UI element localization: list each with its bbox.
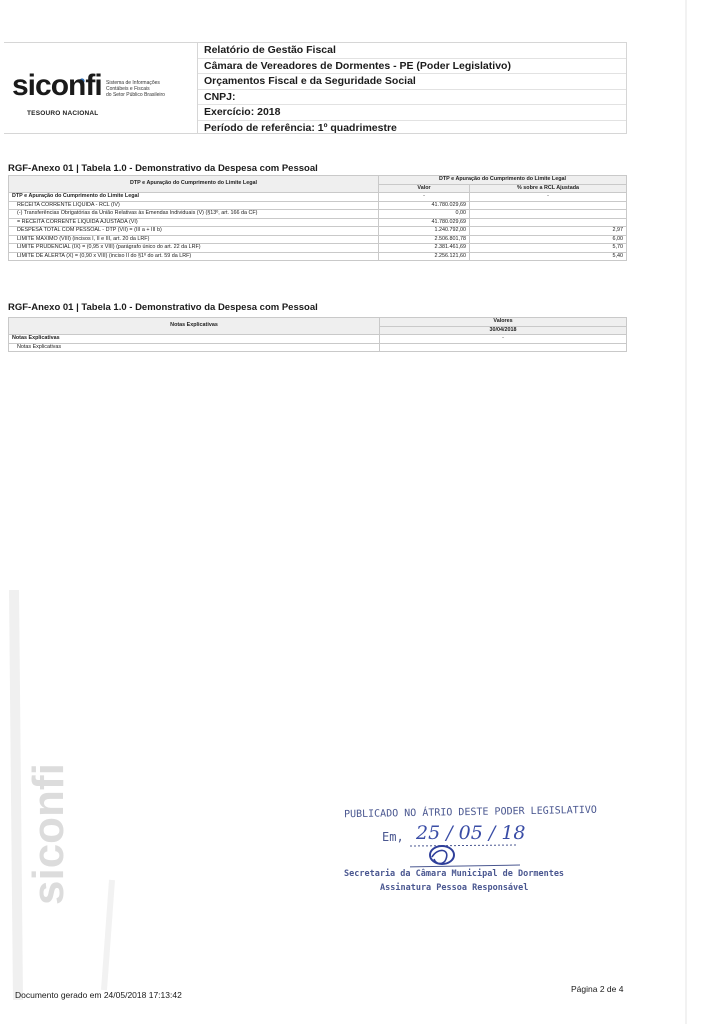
- row-label: LIMITE PRUDENCIAL (IX) = (0,95 x VIII) (parágrafo único do art. 22 da LRF): [9, 244, 379, 253]
- row-pct: 6,00: [470, 235, 627, 244]
- row-valor: 1.240.792,00: [379, 227, 470, 236]
- row-label: DTP e Apuração do Cumprimento do Limite Legal: [9, 193, 379, 202]
- col-group-header: Valores: [380, 318, 627, 327]
- row-valor: -: [379, 193, 470, 202]
- row-label: RECEITA CORRENTE LIQUIDA - RCL (IV): [9, 201, 379, 210]
- row-label: = RECEITA CORRENTE LÍQUIDA AJUSTADA (VI): [9, 218, 379, 227]
- row-valor: 2.256.121,60: [379, 252, 470, 261]
- row-valor: 41.780.029,69: [379, 218, 470, 227]
- col-group-header: DTP e Apuração do Cumprimento do Limite Legal: [379, 176, 627, 185]
- row-valor: 41.780.029,69: [379, 201, 470, 210]
- col-header-valor: Valor: [379, 184, 470, 193]
- logo-subtitle-line: Sistema de Informações: [106, 80, 160, 86]
- logo-subtitle-line: Contábeis e Fiscais: [106, 86, 150, 92]
- report-title: Relatório de Gestão Fiscal: [198, 43, 626, 59]
- page-number: Página 2 de 4: [571, 984, 624, 994]
- row-pct: 2,97: [470, 227, 627, 236]
- stamp-em-label: Em,: [382, 830, 404, 844]
- row-valor: 2.506.801,78: [379, 235, 470, 244]
- row-label: LIMITE MÁXIMO (VIII) (incisos I, II e III, art. 20 da LRF): [9, 235, 379, 244]
- logo-agency: TESOURO NACIONAL: [27, 110, 99, 117]
- table2-title: RGF-Anexo 01 | Tabela 1.0 - Demonstrativo da Despesa com Pessoal: [8, 302, 318, 313]
- stamp-handwritten-date: 25 / 05 / 18: [416, 822, 526, 844]
- bleed-through-logo: siconfi: [24, 763, 73, 905]
- col-header-date: 30/04/2018: [380, 326, 627, 335]
- stamp-responsible: Assinatura Pessoa Responsável: [380, 883, 529, 893]
- table1-title: RGF-Anexo 01 | Tabela 1.0 - Demonstrativo da Despesa com Pessoal: [8, 163, 318, 174]
- row-pct: 5,70: [470, 244, 627, 253]
- row-label: LIMITE DE ALERTA (X) = (0,90 x VIII) (inciso II do §1º do art. 59 da LRF): [9, 252, 379, 261]
- row-value: -: [380, 335, 627, 344]
- entity-name: Câmara de Vereadores de Dormentes - PE (Poder Legislativo): [198, 59, 626, 75]
- budget-scope: Orçamentos Fiscal e da Seguridade Social: [198, 74, 626, 90]
- logo-brand: siconfi: [12, 69, 102, 102]
- row-label: DESPESA TOTAL COM PESSOAL - DTP (VII) = (III a + III b): [9, 227, 379, 236]
- row-valor: 2.381.461,69: [379, 244, 470, 253]
- row-label: (-) Transferências Obrigatórias da União Relativas às Emendas Individuais (V) (§13º, art. 166 da CF): [9, 210, 379, 219]
- row-pct: -: [470, 193, 627, 202]
- row-valor: 0,00: [379, 210, 470, 219]
- col-header-notes: Notas Explicativas: [9, 318, 380, 335]
- cnpj: CNPJ:: [198, 90, 626, 106]
- generated-timestamp: Documento gerado em 24/05/2018 17:13:42: [15, 990, 182, 1000]
- row-pct: 5,40: [470, 252, 627, 261]
- row-label: Notas Explicativas: [9, 343, 380, 352]
- row-label: Notas Explicativas: [9, 335, 380, 344]
- publication-stamp-line: PUBLICADO NO ÁTRIO DESTE PODER LEGISLATIVO: [343, 804, 597, 821]
- logo-subtitle-line: do Setor Público Brasileiro: [106, 92, 165, 98]
- reference-period: Período de referência: 1º quadrimestre: [204, 121, 397, 134]
- fiscal-year: Exercício: 2018: [198, 105, 626, 121]
- col-header-dtp: DTP e Apuração do Cumprimento do Limite Legal: [9, 176, 379, 193]
- col-header-pct: % sobre a RCL Ajustada: [470, 184, 627, 193]
- stamp-secretary: Secretaria da Câmara Municipal de Dormentes: [344, 869, 565, 879]
